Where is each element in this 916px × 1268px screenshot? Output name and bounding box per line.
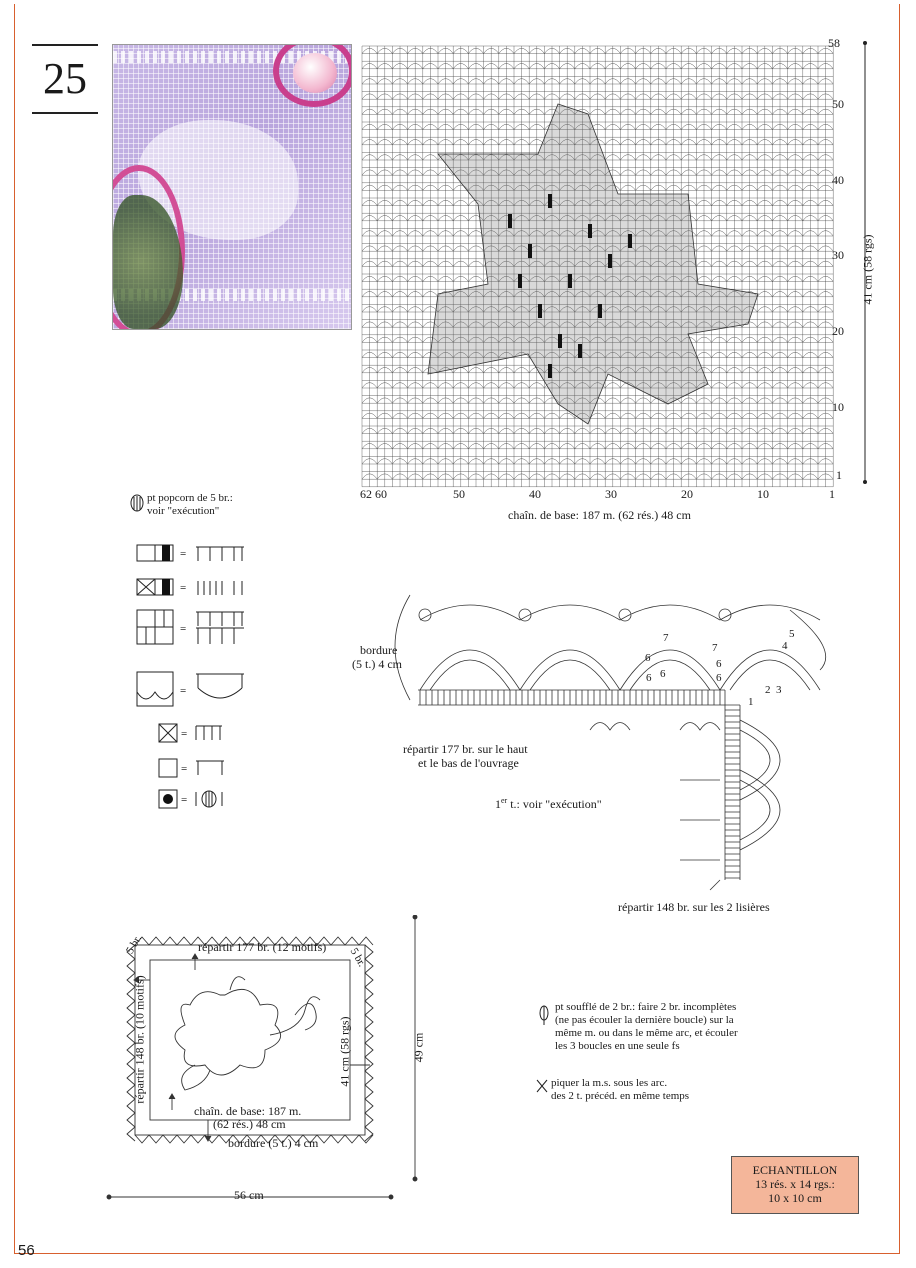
repartir-side: répartir 148 br. sur les 2 lisières	[618, 900, 770, 914]
row-tick-10: 10	[832, 400, 844, 414]
piquer-icon	[535, 1078, 549, 1094]
chart-base-label: chaîn. de base: 187 m. (62 rés.) 48 cm	[508, 508, 691, 522]
legend-row-6	[158, 757, 248, 779]
chart-grid	[358, 44, 868, 514]
legend-row-1	[136, 543, 246, 563]
repartir-top2: et le bas de l'ouvrage	[418, 756, 519, 770]
round-4: 4	[782, 640, 788, 652]
echantillon-title: ECHANTILLON	[752, 1163, 838, 1177]
round-7b: 7	[712, 642, 718, 654]
five-br-left: 5 br.	[124, 933, 145, 956]
popcorn-title: pt popcorn de 5 br.:	[147, 492, 233, 504]
five-br-right: 5 br.	[347, 946, 368, 969]
souffle-note-4: les 3 boucles en une seule fs	[555, 1040, 680, 1052]
echantillon-line1: 13 rés. x 14 rgs.:	[755, 1177, 835, 1191]
echantillon-line2: 10 x 10 cm	[768, 1191, 822, 1205]
popcorn-sub: voir "exécution"	[147, 505, 220, 517]
svg-text:=: =	[180, 685, 187, 697]
row-tick-50: 50	[832, 97, 844, 111]
svg-text:=: =	[181, 728, 188, 740]
col-tick-30: 30	[605, 487, 617, 501]
bordure-sub: (5 t.) 4 cm	[352, 657, 402, 671]
chart-height-label: 41 cm (58 rgs)	[860, 234, 875, 305]
col-tick-10: 10	[757, 487, 769, 501]
row-tick-30: 30	[832, 248, 844, 262]
round-3: 3	[776, 684, 782, 696]
svg-text:=: =	[181, 763, 188, 775]
svg-text:=: =	[180, 548, 187, 560]
row-tick-58: 58	[828, 36, 840, 50]
souffle-note-3: même m. ou dans le même arc, et écouler	[555, 1027, 738, 1039]
schem-width-outer: 56 cm	[234, 1188, 264, 1202]
round-7a: 7	[663, 632, 669, 644]
col-tick-1: 1	[829, 487, 835, 501]
filet-chart	[358, 44, 868, 519]
piquer-note-2: des 2 t. précéd. en même temps	[551, 1090, 690, 1102]
round-5: 5	[789, 628, 795, 640]
schem-bordure: bordure (5 t.) 4 cm	[228, 1136, 319, 1150]
row-tick-40: 40	[832, 173, 844, 187]
souffle-icon	[538, 1004, 550, 1026]
round-6d: 6	[646, 672, 652, 684]
col-tick-20: 20	[681, 487, 693, 501]
doily-photo	[112, 44, 352, 330]
first-round-note: 1er t.: voir "exécution"	[495, 796, 602, 811]
round-6c: 6	[660, 668, 666, 680]
bordure-label: bordure	[360, 643, 398, 657]
repartir-top: répartir 177 br. sur le haut	[403, 742, 528, 756]
col-tick-50: 50	[453, 487, 465, 501]
legend-row-4	[136, 670, 246, 710]
legend-row-3	[136, 608, 246, 648]
schem-base2: (62 rés.) 48 cm	[213, 1117, 286, 1131]
row-tick-20: 20	[832, 324, 844, 338]
col-tick-62: 62 60	[360, 487, 387, 501]
svg-text:=: =	[180, 623, 187, 635]
legend-row-7	[158, 788, 248, 810]
schem-repartir-top: répartir 177 br. (12 motifs)	[198, 940, 327, 954]
svg-text:=: =	[180, 582, 187, 594]
popcorn-icon	[128, 493, 148, 513]
round-2: 2	[765, 684, 771, 696]
souffle-note-2: (ne pas écouler la dernière boucle) sur la	[555, 1014, 734, 1026]
col-tick-40: 40	[529, 487, 541, 501]
echantillon-box	[731, 1156, 859, 1214]
souffle-note-1: pt soufflé de 2 br.: faire 2 br. incomplètes	[555, 1001, 737, 1013]
svg-text:=: =	[181, 794, 188, 806]
round-6e: 6	[716, 672, 722, 684]
row-tick-1: 1	[836, 468, 842, 482]
schem-repartir-left: répartir 148 br. (10 motifs)	[132, 975, 147, 1104]
pink-ball	[293, 53, 337, 93]
round-6b: 6	[716, 658, 722, 670]
pattern-number: 25	[32, 44, 98, 114]
schem-height-inner: 41 cm (58 rgs)	[337, 1016, 352, 1087]
schem-height-outer: 49 cm	[411, 1032, 426, 1063]
schem-base1: chaîn. de base: 187 m.	[194, 1104, 302, 1118]
legend-row-2	[136, 577, 246, 597]
doily-schematic	[100, 915, 440, 1215]
page-number: 56	[18, 1242, 35, 1259]
legend-row-5	[158, 722, 248, 744]
piquer-note-1: piquer la m.s. sous les arc.	[551, 1077, 668, 1089]
round-6a: 6	[645, 652, 651, 664]
round-1: 1	[748, 696, 754, 708]
